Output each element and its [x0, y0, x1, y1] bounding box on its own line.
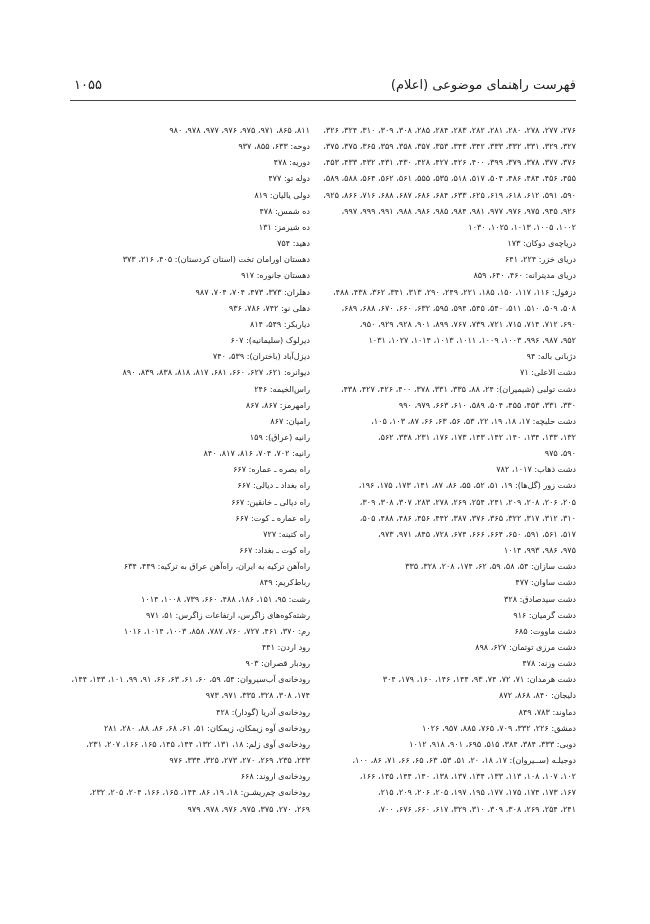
index-entry-continuation: ۹۷۵، ۹۸۶، ۹۹۳، ۱۰۱۴ [503, 545, 576, 556]
index-entry: دشت ماووت: ۶۸۵ [514, 625, 576, 636]
index-entry: دشت سازان: ۵۴، ۵۸، ۵۹، ۶۲، ۱۷۴، ۲۰۸، ۳۲۸، ۳۳۵ [405, 561, 576, 572]
index-entry-continuation: ۲۴۱، ۲۵۴، ۲۶۹، ۳۰۸، ۳۰۹، ۳۱۰، ۳۲۹، ۶۱۷، ۶۶۰، ۶۷۶، ۷۰۰، [377, 803, 576, 814]
index-entry: راه‌آهن ترکیه به ایران، راه‌آهن عراق به ترکیه: ۴۴۹، ۶۳۴ [123, 561, 310, 572]
page-number: ۱۰۵۵ [74, 78, 102, 93]
index-entry-continuation: ۹۲۶، ۹۴۵، ۹۷۵، ۹۷۶، ۹۷۷، ۹۸۱، ۹۸۴، ۹۸۵، ۹۸۶، ۹۸۸، ۹۹۱، ۹۹۹، ۹۹۷، [341, 205, 576, 216]
index-entry: راه بغداد ـ دیالی: ۶۶۷ [237, 480, 310, 491]
index-entry: دشت ساوان: ۴۷۷ [515, 577, 576, 588]
index-entry: دهلران: ۳۷۳، ۴۷۳، ۷۰۴، ۷۰۴، ۹۸۷ [195, 286, 310, 297]
index-entry: دشت تولبی (شیمیران): ۲۴، ۸۸، ۳۳۵، ۳۳۱، ۳۷۸، ۴۰۰، ۴۲۶، ۴۲۷، ۴۳۸، [340, 383, 576, 394]
index-entry-continuation: ۵۹۰، ۵۹۱، ۶۱۲، ۶۱۸، ۶۱۹، ۶۲۵، ۶۳۳، ۶۸۴، ۶۸۶، ۶۸۷، ۶۸۸، ۷۱۶، ۸۶۶، ۹۲۵، [323, 189, 576, 200]
index-entry: ده شمس: ۴۷۸ [259, 205, 310, 216]
index-entry-continuation: ۳۷۶، ۳۷۷، ۳۷۸، ۳۷۹، ۳۹۹، ۴۰۰، ۴۲۶، ۴۲۷، ۴۲۸، ۴۳۰، ۴۳۱، ۴۳۲، ۴۳۳، ۴۵۳، [323, 157, 576, 168]
index-entry: ده شیرمز: ۱۳۱ [258, 221, 310, 232]
index-entry: دشت الاعلی: ۷۱ [519, 367, 576, 378]
index-entry-continuation: ۲۰۵، ۲۰۶، ۲۰۸، ۲۰۹، ۲۴۱، ۲۵۴، ۲۶۹، ۲۷۸، ۲۸۳، ۳۰۷، ۳۰۸، ۳۰۹، [359, 496, 576, 507]
index-entry: دشت مرزی توتمان: ۶۲۷، ۸۹۸ [475, 642, 576, 652]
index-entry: رودبار قصران: ۹۰۳ [245, 658, 310, 669]
index-column-left [72, 122, 310, 817]
index-entry: رودخانه‌ی آدریا (گودار): ۴۲۸ [216, 706, 310, 717]
index-entry-continuation: ۵۱۷، ۵۶۱، ۵۹۱، ۶۵۰، ۶۶۴، ۶۶۶، ۶۷۴، ۷۲۸، ۸۴۵، ۹۷۱، ۹۷۳، [377, 528, 576, 539]
index-entry: دیاربکر: ۵۴۹، ۸۱۴ [249, 318, 310, 329]
index-entry-continuation: ۱۰۰۲، ۱۰۰۵، ۱۰۱۳، ۱۰۲۵، ۱۰۳۰ [468, 221, 576, 232]
page-header [70, 78, 576, 101]
index-entry: دماوند: ۷۸۳، ۸۴۹ [518, 706, 576, 717]
index-entry-continuation: ۲۶۹، ۲۷۰، ۳۷۵، ۹۷۵، ۹۷۶، ۹۷۸، ۹۷۹ [187, 803, 310, 814]
index-entry: راه کتینه: ۷۲۷ [263, 528, 310, 539]
index-entry: دریای خزر: ۲۲۴، ۶۴۱ [504, 254, 576, 265]
index-entry-continuation: ۱۳۲، ۱۳۳، ۱۳۴، ۱۴۰، ۱۴۲، ۱۴۳، ۱۷۳، ۱۷۶، ۲۳۱، ۳۳۸، ۵۶۲، [377, 431, 576, 442]
index-entry: دشت زور (گل‌ها): ۱۹، ۵۱، ۵۲، ۵۵، ۸۶، ۸۷، ۱۴۱، ۱۷۳، ۱۷۵، ۱۹۶، [358, 480, 576, 491]
index-entry: رودخانه‌ی آوی زلم: ۱۸، ۱۳۱، ۱۳۲، ۱۴۴، ۱۴۵، ۱۶۵، ۱۶۶، ۲۰۷، ۲۳۱، [86, 738, 310, 749]
index-entry: دزفول: ۱۱۶، ۱۱۷، ۱۵۰، ۱۸۵، ۲۲۱، ۲۴۹، ۲۹۰، ۳۱۳، ۳۴۱، ۳۶۲، ۴۳۸، ۴۸۸، [333, 286, 576, 297]
index-entry: دولی یالیان: ۸۱۹ [254, 189, 310, 200]
index-entry: دیرلوک (سلیمانیه): ۶۰۷ [230, 335, 310, 346]
index-entry-continuation: ۱۰۲، ۱۰۷، ۱۰۸، ۱۱۳، ۱۳۳، ۱۳۴، ۱۳۷، ۱۳۸، ۱۴۰، ۱۴۴، ۱۴۵، ۱۶۶، [359, 771, 576, 782]
index-entry-continuation: ۶۹۰، ۷۱۲، ۷۱۴، ۷۱۵، ۷۲۱، ۷۳۹، ۷۶۷، ۸۹۹، ۹۰۱، ۹۲۸، ۹۲۹، ۹۵۰، [359, 318, 576, 329]
index-entry-continuation: ۸۱۱، ۸۶۵، ۹۷۱، ۹۷۵، ۹۷۶، ۹۷۷، ۹۷۸، ۹۸۰ [169, 125, 310, 135]
index-entry-continuation: ۲۷۶، ۲۷۷، ۲۷۸، ۲۸۰، ۲۸۱، ۲۸۲، ۲۸۳، ۲۸۴، ۲۸۵، ۳۰۸، ۳۰۹، ۳۱۰، ۳۲۴، ۳۲۶، [323, 125, 576, 135]
index-entry-continuation: ۴۵۵، ۴۵۶، ۴۸۴، ۴۸۶، ۵۰۴، ۵۱۷، ۵۱۸، ۵۳۵، ۵۵۵، ۵۶۱، ۵۶۲، ۵۶۴، ۵۸۸، ۵۸۹، [323, 173, 576, 184]
index-entry: دشت وزنه: ۴۷۸ [522, 658, 576, 669]
index-entry: رم: ۳۷۰، ۴۶۱، ۷۲۷، ۷۶۰، ۷۸۷، ۸۵۸، ۱۰۰۳، ۱۰۱۴، ۱۰۱۶ [123, 625, 310, 636]
index-entry: دشت ذهاب: ۱۰۱۷، ۷۸۲ [496, 464, 576, 475]
index-entry: دوجیلـه (ســیروان): ۱۷، ۱۸، ۲۰، ۵۱، ۵۳، ۶۳، ۶۵، ۶۶، ۷۱، ۸۶، ۱۰۰، [352, 755, 576, 766]
index-entry: دهستان اورامان تخت (استان کردستان): ۴۰۵، ۲۱۶، ۳۷۳ [122, 254, 310, 265]
index-entry: راه دیالی ـ خانقین: ۶۶۷ [231, 496, 310, 507]
index-entry: دوحه: ۶۳۳، ۸۵۵، ۹۳۷ [238, 141, 310, 152]
index-entry: دهستان جانوره: ۹۱۷ [241, 270, 310, 281]
index-entry: دیزل‌آباد (باختران): ۵۳۹، ۷۴۰ [212, 351, 310, 362]
index-entry: رودخانه‌ی آوه زیمکان، زیمکان: ۵۱، ۶۱، ۶۸، ۸۶، ۸۸، ۲۸۰، ۲۸۱ [103, 722, 310, 733]
index-entry-continuation: ۵۹۰، ۹۷۵ [544, 448, 576, 459]
index-entry: راه عماره ـ کوت: ۶۶۷ [235, 512, 310, 523]
index-entry: رانیه (عراق): ۱۵۹ [249, 431, 310, 442]
index-entry: رود اردن: ۴۴۱ [261, 642, 310, 652]
index-entry: رامیان: ۸۶۷ [270, 415, 310, 426]
index-entry-continuation: ۹۵۲، ۹۸۷، ۹۹۶، ۱۰۰۳، ۱۰۰۹، ۱۰۱۱، ۱۰۱۳، ۱۰۱۴، ۱۰۲۷، ۱۰۳۱ [368, 335, 576, 346]
index-entry-continuation: ۲۳۳، ۲۳۵، ۲۶۹، ۲۷۰، ۲۷۳، ۳۲۵، ۳۳۴، ۹۷۶ [169, 755, 310, 766]
index-entry: راس‌الخیمه: ۲۴۶ [254, 383, 310, 394]
index-entry-continuation: ۳۱۰، ۳۱۲، ۳۱۷، ۳۲۲، ۳۶۵، ۳۷۶، ۳۸۷، ۴۴۲، ۴۵۶، ۴۸۶، ۴۸۸، ۵۰۵، [359, 512, 576, 523]
index-entry: دوریه: ۴۷۸ [273, 157, 310, 168]
index-entry: دژبانی باله: ۹۴ [526, 351, 576, 362]
index-entry: دهید: ۷۵۴ [277, 238, 310, 249]
index-entry: دمشق: ۲۲۶، ۳۳۲، ۷۰۹، ۷۶۵، ۸۸۵، ۹۵۷، ۱۰۲۶ [421, 722, 576, 733]
index-entry: دلیجان: ۸۴۰، ۸۶۸، ۸۷۲ [499, 690, 576, 701]
index-entry-continuation: ۱۶۷، ۱۷۳، ۱۷۴، ۱۷۵، ۱۷۷، ۱۹۵، ۱۹۷، ۲۰۵، ۲۰۶، ۲۰۹، ۲۱۵، [377, 787, 576, 798]
index-entry-continuation: ۳۲۷، ۳۲۹، ۳۳۱، ۳۳۲، ۳۳۳، ۳۴۲، ۳۴۳، ۳۵۳، ۳۵۷، ۳۵۸، ۳۵۹، ۳۶۵، ۳۷۵، ۳۷۵، [323, 141, 576, 152]
index-entry: رودخانه‌ی چم‌ریشـن: ۱۸، ۱۹، ۸۶، ۱۴۴، ۱۶۵، ۱۶۶، ۲۰۴، ۲۰۵، ۲۳۲، [89, 787, 310, 798]
running-title: فهرست راهنمای موضوعی (اعلام) [390, 78, 576, 93]
index-entry: دریای مدیترانه: ۴۶۰، ۶۴۰، ۸۵۹ [473, 270, 576, 281]
index-entry: راه کوت ـ بغداد: ۶۶۷ [239, 545, 310, 556]
index-entry: دوبی: ۳۳۳، ۳۸۴، ۳۸۴، ۵۱۵، ۶۹۵، ۹۰۱، ۹۱۸، ۱۰۱۲ [409, 738, 576, 749]
index-entry: رودخانه‌ی آب‌سیروان: ۵۴، ۵۹، ۶۰، ۶۱، ۶۳، ۶۶، ۹۱، ۹۹، ۱۰۱، ۱۴۳، ۱۴۴، [71, 674, 310, 685]
index-entry: رودخانه‌ی اروند: ۶۶۸ [240, 771, 310, 782]
index-entry: دشت هرمدان: ۷۱، ۷۲، ۷۴، ۹۳، ۱۴۴، ۱۴۶، ۱۶۰، ۱۷۹، ۳۰۴ [382, 674, 576, 685]
index-column-right [323, 122, 576, 817]
index-entry: رامهرمز: ۸۶۷، ۸۶۷ [245, 399, 310, 410]
index-entry: دوله تو: ۴۷۷ [268, 173, 310, 184]
index-entry: رشته‌کوه‌های زاگرس، ارتفاعات زاگرس: ۵۱، ۹۷۱ [146, 609, 310, 620]
index-entry-continuation: ۳۳۰، ۳۳۱، ۴۵۳، ۴۵۵، ۵۰۴، ۵۸۹، ۶۱۰، ۶۶۳، ۹۷۹، ۹۹۰ [398, 399, 576, 410]
index-entry: دیوانره: ۶۲۱، ۶۲۷، ۶۶۰، ۶۸۱، ۸۱۷، ۸۱۸، ۸۳۸، ۸۳۹، ۸۹۰ [122, 367, 310, 378]
index-entry: راه بصره ـ عماره: ۶۶۷ [233, 464, 310, 475]
index-entry: رباط‌کریم: ۸۴۹ [259, 577, 310, 588]
index-entry: دشت حلبچه: ۱۷، ۱۸، ۱۹، ۲۲، ۵۳، ۵۶، ۶۳، ۶۶، ۸۷، ۱۰۳، ۱۰۵، [371, 415, 576, 426]
index-entry: رانیه: ۷۰۲، ۷۰۴، ۸۱۶، ۸۱۷، ۸۴۰ [203, 448, 310, 459]
index-entry-continuation: ۵۰۸، ۵۰۹، ۵۱۰، ۵۱۱، ۵۴۰، ۵۴۵، ۵۹۴، ۵۹۵، ۶۳۲، ۶۶۰، ۶۷۰، ۶۸۸، ۶۸۹، [341, 302, 576, 313]
index-entry: دهلی نو: ۷۴۲، ۷۸۶، ۹۳۶ [228, 302, 310, 313]
index-entry: دشت گرمیان: ۹۱۶ [513, 609, 576, 620]
index-entry: دشت سیدصادق: ۳۲۸ [504, 593, 576, 604]
index-entry-continuation: ۱۷۴، ۳۰۸، ۳۲۸، ۳۳۵، ۹۷۱، ۹۷۳ [205, 690, 310, 701]
index-entry: رشت: ۹۵، ۱۵۱، ۱۸۶، ۴۸۸، ۶۶۰، ۷۳۹، ۱۰۰۸، ۱۰۱۴ [141, 593, 310, 604]
index-entry: دریاچه‌ی دوکان: ۱۷۳ [507, 238, 576, 249]
